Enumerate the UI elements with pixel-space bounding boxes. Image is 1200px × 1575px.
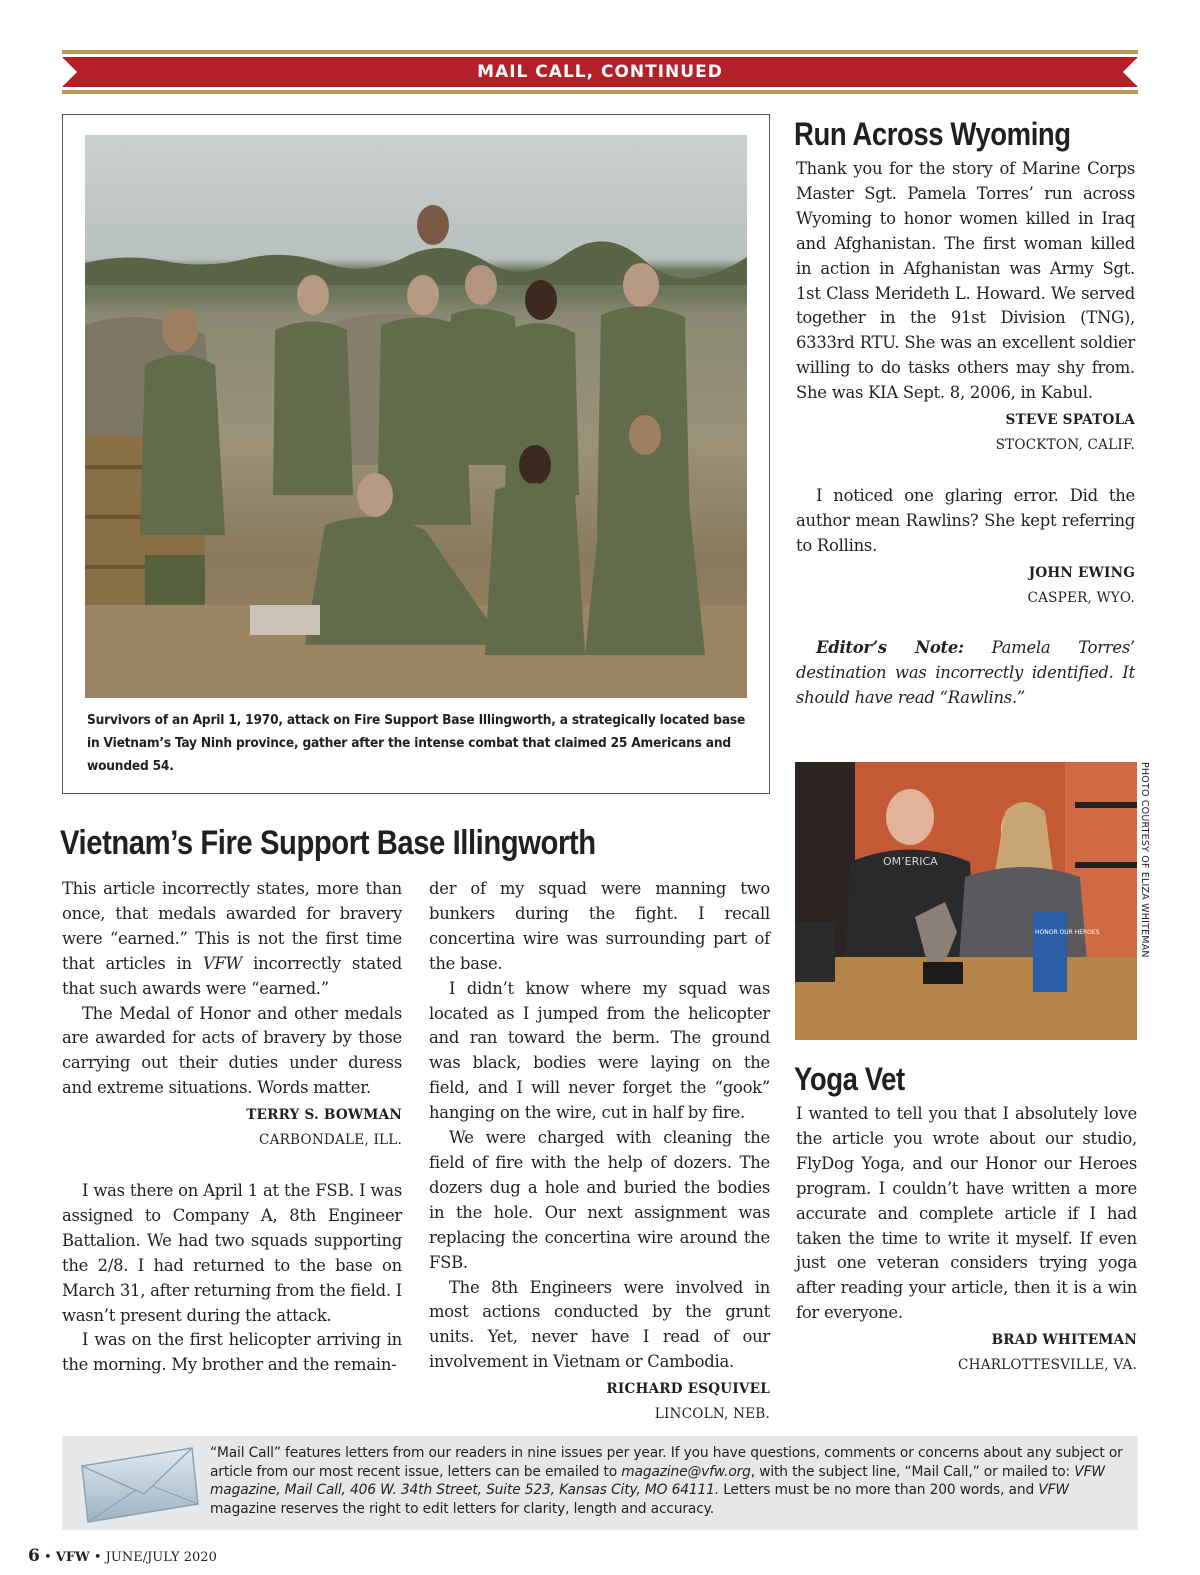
letter-esquivel-p1: I was there on April 1 at the FSB. I was assigned to Company A, 8th Engineer Battalion. We had two squads supporting the 2/8. I had returned to the base on March 31, after returning from the field. I wasn’t present during the attack. — [62, 1180, 402, 1325]
banner-title: MAIL CALL, CONTINUED — [477, 62, 723, 82]
banner-rule-top — [62, 50, 1138, 54]
email-link[interactable]: magazine@vfw.org — [621, 1463, 751, 1480]
footer-text-4: magazine reserves the right to edit letters for clarity, length and accuracy. — [210, 1500, 714, 1517]
mail-call-info-box — [62, 1436, 1138, 1530]
letter-whiteman-location: CHARLOTTESVILLE, VA. — [958, 1357, 1137, 1374]
letter-esquivel-p4: We were charged with cleaning the field of fire with the help of dozers. The dozers dug a hole and buried the bodies in the hole. Our next assignment was replacing the concertina wire around the FSB. — [429, 1128, 770, 1272]
envelope-icon — [74, 1444, 204, 1524]
folio-separator: • — [93, 1550, 102, 1565]
photo-caption: Survivors of an April 1, 1970, attack on Fire Support Base Illingworth, a strategically located base in Vietnam’s Tay Ninh province, gather after the intense combat that claimed 25 Americans and wounded 54. — [87, 712, 746, 774]
letter-spatola-text: Thank you for the story of Marine Corps Master Sgt. Pamela Torres’ run across Wyoming to honor women killed in Iraq and Afghanistan. The first woman killed in action in Afghanistan was Army Sgt. 1st Class Merideth L. Howard. We served together in the 91st Division (TNG), 6333rd RTU. She was an excellent soldier willing to do tasks others may shy from. She was KIA Sept. 8, 2006, in Kabul. — [796, 159, 1135, 403]
yoga-studio-photo — [795, 762, 1137, 1040]
letter-ewing-text: I noticed one glaring error. Did the author mean Rawlins? She kept referring to Rollins. — [796, 485, 1135, 555]
photo-credit-whiteman: PHOTO COURTESY OF ELIZA WHITEMAN — [1139, 762, 1150, 958]
footer-text-3: Letters must be no more than 200 words, and — [719, 1482, 1039, 1499]
page-number: 6 — [28, 1546, 40, 1566]
column-vietnam-middle — [429, 877, 770, 1427]
headline-run-across-wyoming: Run Across Wyoming — [794, 116, 1071, 152]
section-banner — [62, 50, 1138, 94]
shirt-text: OM’ERICA — [883, 855, 938, 868]
magazine-name: VFW — [1038, 1482, 1069, 1499]
column-run-across-wyoming — [796, 157, 1135, 711]
column-vietnam-left — [62, 877, 402, 1378]
editors-note-text: Pamela Torres’ destination was incorrectly identified. It should have read “Rawlins.” — [796, 638, 1135, 708]
footer-text-2: , with the subject line, “Mail Call,” or mailed to: — [750, 1463, 1075, 1480]
mailing-address: VFW magazine, Mail Call, 406 W. 34th Street, Suite 523, Kansas City, MO 64111. — [210, 1463, 1105, 1499]
letter-ewing-location: CASPER, WYO. — [1027, 589, 1135, 606]
soldiers-photo — [85, 135, 747, 698]
letter-bowman-name: TERRY S. BOWMAN — [246, 1107, 402, 1124]
banner-text: HONOR OUR HEROES — [1035, 929, 1100, 936]
folio-separator: • — [43, 1550, 52, 1565]
magazine-name: VFW — [202, 953, 243, 973]
footer-text-1: “Mail Call” features letters from our readers in nine issues per year. If you have questions, comments or concerns about any subject or article from our most recent issue, letters can be emailed to — [210, 1445, 1123, 1480]
folio-magazine: VFW — [55, 1550, 90, 1565]
letter-esquivel-p2b: der of my squad were manning two bunkers during the fight. I recall concertina wire was surrounding part of the base. — [429, 879, 770, 973]
letter-esquivel-p3: I didn’t know where my squad was located as I jumped from the helicopter and ran toward the berm. The ground was black, bodies were laying on the field, and I will never forget the “gook” hanging on the wire, cut in half by fire. — [429, 978, 770, 1123]
envelope-icon-graphic — [74, 1444, 204, 1524]
column-yoga-vet — [796, 1102, 1137, 1378]
letter-whiteman-text: I wanted to tell you that I absolutely love the article you wrote about our studio, FlyDog Yoga, and our Honor our Heroes program. I couldn’t have written a more accurate and complete article if I had taken the time to write it myself. If even just one veteran considers trying yoga after reading your article, then it is a win for everyone. — [796, 1104, 1137, 1323]
letter-whiteman-name: BRAD WHITEMAN — [991, 1332, 1137, 1349]
letter-gap — [796, 610, 1135, 636]
letter-bowman-p1b: incorrectly stated that such awards were “earned.” — [62, 953, 402, 998]
letter-bowman-p2: The Medal of Honor and other medals are awarded for acts of bravery by those carrying out their duties under duress and extreme situations. Words matter. — [62, 1003, 402, 1098]
letter-spatola-name: STEVE SPATOLA — [1005, 412, 1135, 429]
page-folio — [28, 1546, 217, 1566]
letter-gap — [796, 458, 1135, 484]
letter-esquivel-p2a: I was on the first helicopter arriving in the morning. My brother and the remain- — [62, 1330, 402, 1375]
soldiers-photo-illustration — [85, 135, 747, 698]
letter-esquivel-name: RICHARD ESQUIVEL — [606, 1381, 770, 1398]
mail-call-info-text — [210, 1444, 1126, 1518]
letter-ewing-name: JOHN EWING — [1028, 564, 1135, 581]
letter-bowman-p1 — [62, 877, 402, 1002]
letter-gap — [62, 1153, 402, 1179]
headline-fire-support-base: Vietnam’s Fire Support Base Illingworth — [60, 824, 596, 862]
letter-bowman-location: CARBONDALE, ILL. — [259, 1132, 402, 1149]
headline-yoga-vet: Yoga Vet — [794, 1061, 905, 1097]
letter-bowman-p1a: This article incorrectly states, more than once, that medals awarded for bravery were “earned.” This is not the first time that articles in — [62, 879, 402, 973]
yoga-studio-photo-illustration — [795, 762, 1137, 1040]
letter-spatola-location: STOCKTON, CALIF. — [995, 436, 1135, 453]
editors-note-label: Editor’s Note: — [816, 638, 964, 658]
editors-note — [796, 636, 1135, 711]
folio-issue: JUNE/JULY 2020 — [105, 1550, 217, 1565]
letter-esquivel-p5: The 8th Engineers were involved in most actions conducted by the grunt units. Yet, never have I read of our involvement in Vietnam or Cambodia. — [429, 1277, 770, 1372]
banner-rule-bottom — [62, 90, 1138, 94]
letter-esquivel-location: LINCOLN, NEB. — [654, 1406, 770, 1423]
photo-box — [62, 114, 770, 794]
